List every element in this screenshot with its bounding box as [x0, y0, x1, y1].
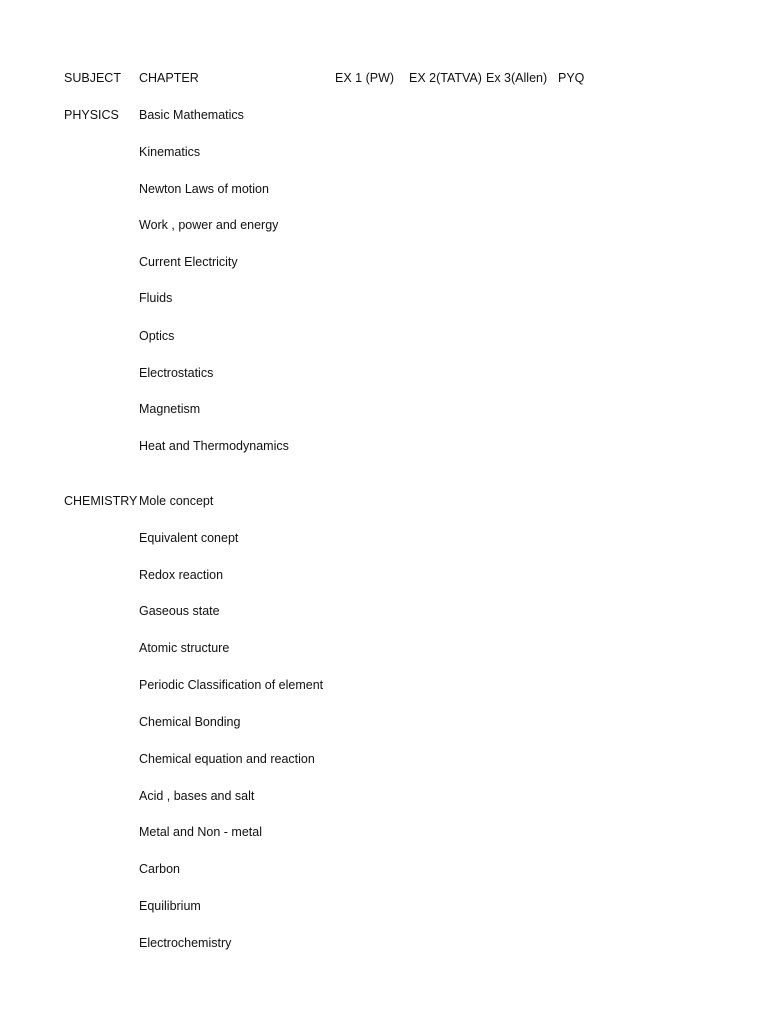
header-ex1: EX 1 (PW) — [335, 71, 395, 85]
chapter-row: Work , power and energy — [139, 218, 279, 232]
header-subject: SUBJECT — [64, 71, 121, 85]
chapter-row: Equilibrium — [139, 899, 201, 913]
chapter-row: Metal and Non - metal — [139, 825, 262, 839]
chapter-row: Heat and Thermodynamics — [139, 439, 289, 453]
chapter-row: Equivalent conept — [139, 531, 239, 545]
chapter-row: Acid , bases and salt — [139, 789, 255, 803]
header-ex3: Ex 3(Allen) — [486, 71, 548, 85]
chapter-row: Kinematics — [139, 145, 201, 159]
header-chapter: CHAPTER — [139, 71, 199, 85]
chapter-row: Current Electricity — [139, 255, 238, 269]
chapter-row: Magnetism — [139, 402, 201, 416]
subject-chemistry: CHEMISTRY — [64, 494, 138, 508]
header-ex2: EX 2(TATVA) — [409, 71, 482, 85]
chapter-row: Gaseous state — [139, 604, 220, 618]
chapter-row: Newton Laws of motion — [139, 182, 269, 196]
chapter-row: Mole concept — [139, 494, 214, 508]
chapter-row: Optics — [139, 329, 175, 343]
header-pyq: PYQ — [558, 71, 585, 85]
chapter-row: Redox reaction — [139, 568, 224, 582]
chapter-row: Atomic structure — [139, 641, 230, 655]
subject-physics: PHYSICS — [64, 108, 119, 122]
chapter-row: Basic Mathematics — [139, 108, 244, 122]
chapter-row: Fluids — [139, 291, 173, 305]
chapter-row: Carbon — [139, 862, 180, 876]
chapter-row: Periodic Classification of element — [139, 678, 324, 692]
chapter-row: Chemical equation and reaction — [139, 752, 315, 766]
chapter-row: Electrochemistry — [139, 936, 232, 950]
chapter-row: Chemical Bonding — [139, 715, 241, 729]
chapter-row: Electrostatics — [139, 366, 214, 380]
